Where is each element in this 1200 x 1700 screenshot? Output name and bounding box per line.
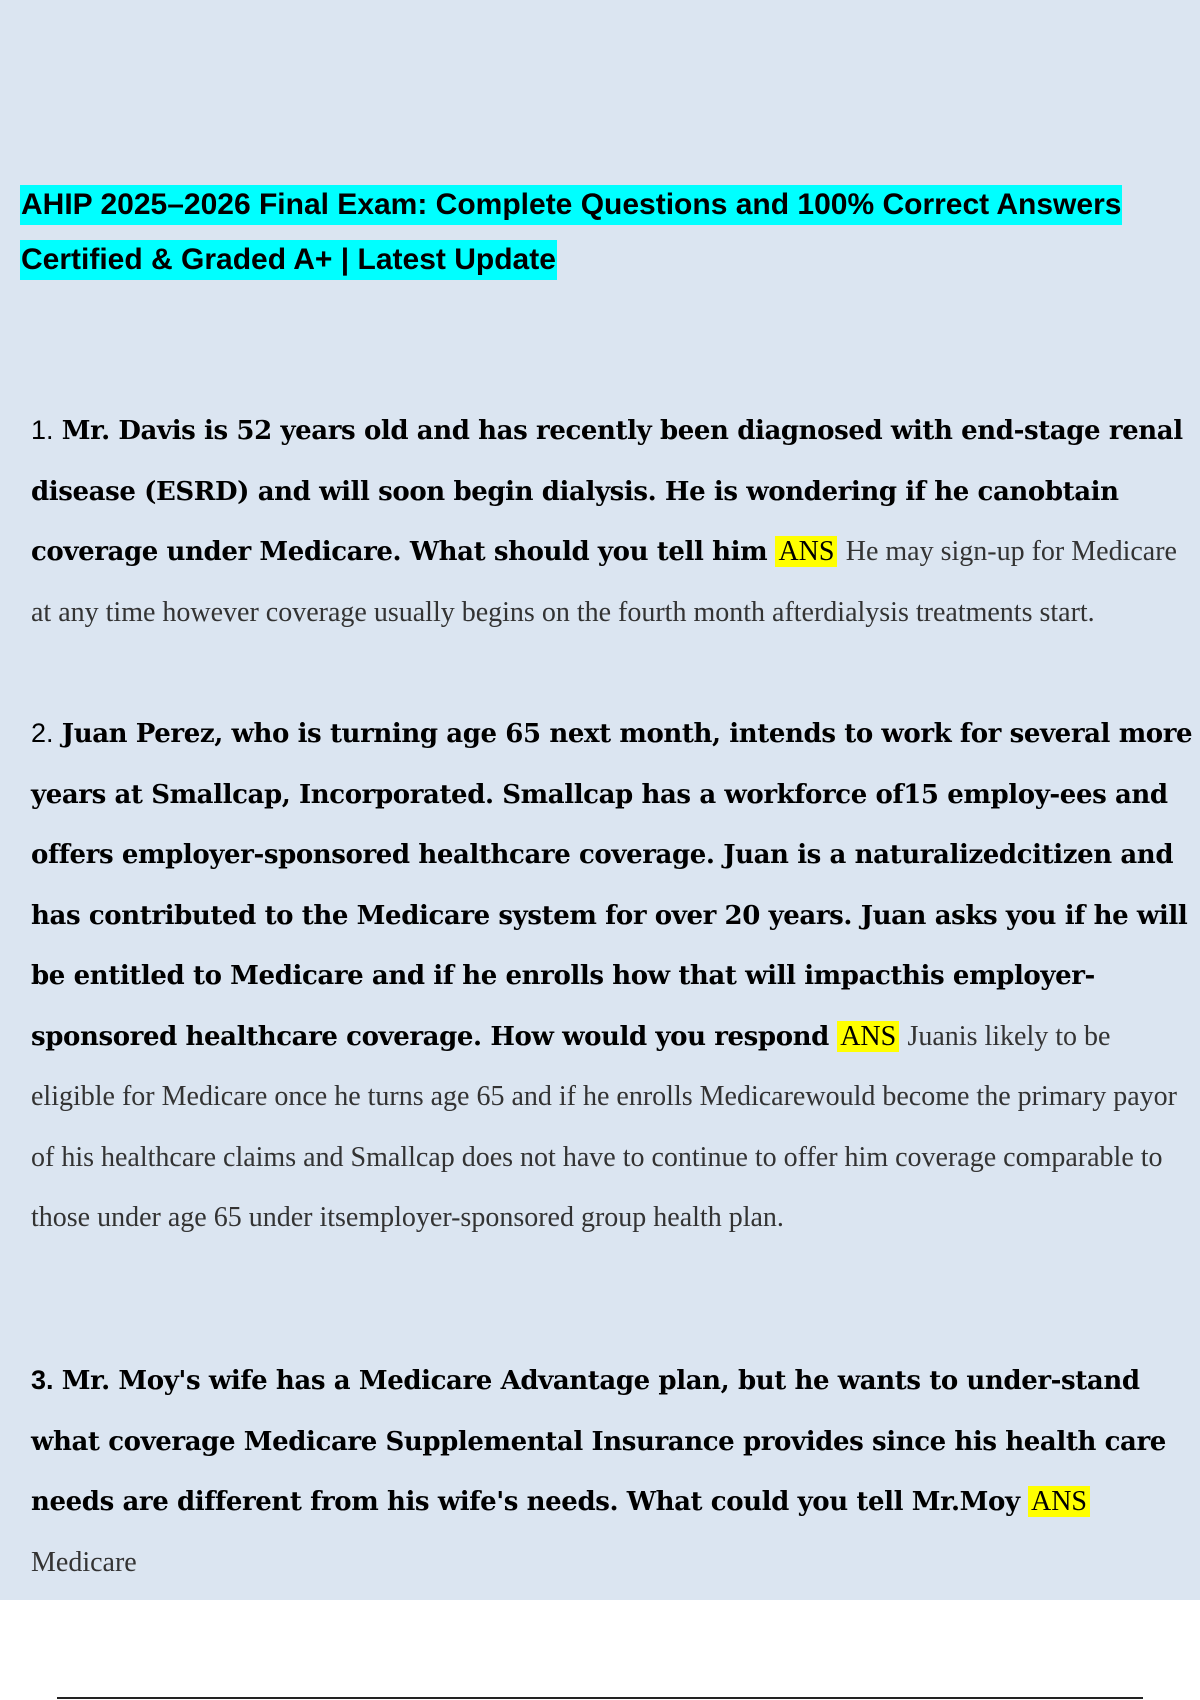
question-text: Mr. Moy's wife has a Medicare Advantage plan, but he wants to under-stand what coverage Medicare Supplemental Insurance provides since his health care needs are different from his wife's needs. What could you tell Mr.Moy (31, 1366, 1166, 1517)
question-block-1 (31, 400, 1200, 643)
question-number: 1. (31, 415, 54, 445)
question-block-3 (31, 1350, 1200, 1593)
question-number: 2. (31, 718, 54, 748)
question-text: Juan Perez, who is turning age 65 next month, intends to work for several more years at Smallcap, Incorporated. Smallcap has a workforce of15 employ-ees and offers employer-sponsored healthcare coverage. Juan is a naturalizedcitizen and has contributed to the Medicare system for over 20 years. Juan asks you if he will be entitled to Medicare and if he enrolls how that will impacthis employer-sponsored healthcare coverage. How would you respond (31, 719, 1193, 1052)
answer-text: Medicare (31, 1546, 137, 1578)
answer-text: Juanis likely to be eligible for Medicare once he turns age 65 and if he enrolls Medicarewould become the primary payor of his healthcare claims and Smallcap does not have to continue to offer him coverage comparable to those under age 65 under itsemployer-sponsored group health plan. (31, 1020, 1178, 1233)
question-number: 3. (31, 1365, 54, 1395)
question-block-2 (31, 703, 1200, 1249)
question-text: Mr. Davis is 52 years old and has recently been diagnosed with end-stage renal disease (ESRD) and will soon begin dialysis. He is wondering if he canobtain coverage under Medicare. What should you tell him (31, 416, 1183, 567)
footer-divider (57, 1697, 1143, 1699)
answer-label: ANS (837, 1021, 899, 1052)
answer-label: ANS (775, 536, 837, 567)
document-title-line-1: AHIP 2025–2026 Final Exam: Complete Questions and 100% Correct Answers (20, 185, 1122, 225)
document-title-line-2: Certified & Graded A+ | Latest Update (20, 240, 557, 280)
answer-label: ANS (1028, 1486, 1090, 1517)
answer-text: He may sign-up for Medicare at any time however coverage usually begins on the fourth month afterdialysis treatments start. (31, 536, 1177, 628)
